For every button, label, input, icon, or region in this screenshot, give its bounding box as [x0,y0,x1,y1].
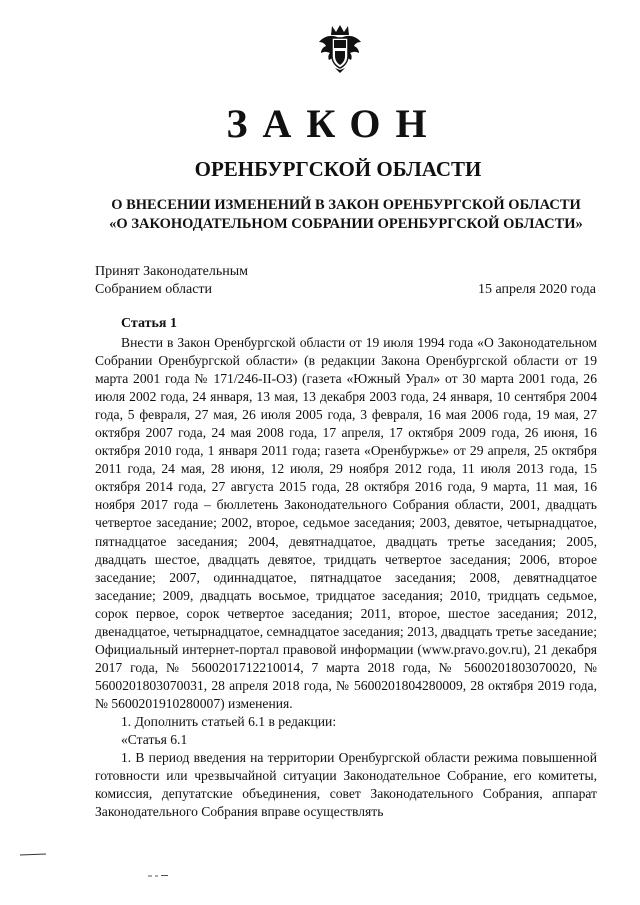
adoption-date: 15 апреля 2020 года [478,282,596,297]
document-headline [95,196,597,234]
body-paragraph: 1. В период введения на территории Оренбургской области режима повышенной готовности или чрезвычайной ситуации Законодательное Собрание, его комитеты, комиссия, депутатские объединения, совет Законодательного Собрания, аппарат Законодательного Собрания вправе осуществлять [95,750,597,820]
headline-line-1: О ВНЕСЕНИИ ИЗМЕНЕНИЙ В ЗАКОН ОРЕНБУРГСКОЙ ОБЛАСТИ [111,197,581,213]
body-paragraph: «Статья 6.1 [121,732,188,748]
document-body [95,334,597,821]
body-paragraph: Внести в Закон Оренбургской области от 19 июля 1994 года «О Законодательном Собрании Оренбургской области» (в редакции Закона Оренбургской области от 19 марта 2001 года № 171/246-II-ОЗ) (газета «Южный Урал» от 30 марта 2001 года, 26 июля 2002 года, 24 января, 13 мая, 13 декабря 2003 года, 24 января, 10 сентября 2004 года, 5 февраля, 27 мая, 26 июля 2005 года, 3 февраля, 16 мая 2006 года, 19 мая, 27 октября 2007 года, 24 мая 2008 года, 17 апреля, 17 октября 2009 года, 26 июня, 16 октября 2010 года, 1 января 2011 года; газета «Оренбуржье» от 29 апреля, 25 октября 2011 года, 24 мая, 28 июня, 12 июля, 29 ноября 2012 года, 11 июля 2013 года, 15 октября 2014 года, 27 августа 2015 года, 28 октября 2016 года, 9 марта, 11 мая, 16 ноября 2017 года – бюллетень Законодательного Собрания области, 2001, двадцать четвертое заседание; 2002, второе, седьмое заседания; 2003, девятое, четырнадцатое, пятнадцатое заседания; 2004, девятнадцатое, двадцать третье заседания; 2005, двадцать шестое, двадцать девятое, тридцать четвертое заседания; 2006, второе заседание; 2007, одиннадцатое, пятнадцатое заседания; 2008, девятнадцатое заседание; 2009, двадцать восьмое, тридцатое заседания; 2010, тридцать седьмое, сорок первое, сорок четвертое заседания; 2011, второе, шестое заседания; 2012, двенадцатое, четырнадцатое, семнадцатое заседания; 2013, двадцать третье заседание; Официальный интернет-портал правовой информации (www.pravo.gov.ru), 21 декабря 2017 года, № 5600201712210014, 7 марта 2018 года, № 5600201803070020, № 5600201803070031, 28 апреля 2018 года, № 5600201804280009, 28 октября 2019 года, № 5600201910280007) изменения. [95,335,597,711]
scan-mark [148,874,168,877]
scan-mark [20,853,46,856]
adoption-note [95,263,248,299]
article-heading: Статья 1 [121,316,177,331]
body-paragraph: 1. Дополнить статьей 6.1 в редакции: [121,713,337,729]
document-subtitle: ОРЕНБУРГСКОЙ ОБЛАСТИ [194,157,482,181]
coat-of-arms-icon [318,24,362,74]
adoption-line-1: Принят Законодательным [95,264,248,279]
document-title: ЗАКОН [226,101,442,146]
headline-line-2: «О ЗАКОНОДАТЕЛЬНОМ СОБРАНИИ ОРЕНБУРГСКОЙ ОБЛАСТИ» [109,216,583,232]
adoption-line-2: Собранием области [95,282,213,297]
